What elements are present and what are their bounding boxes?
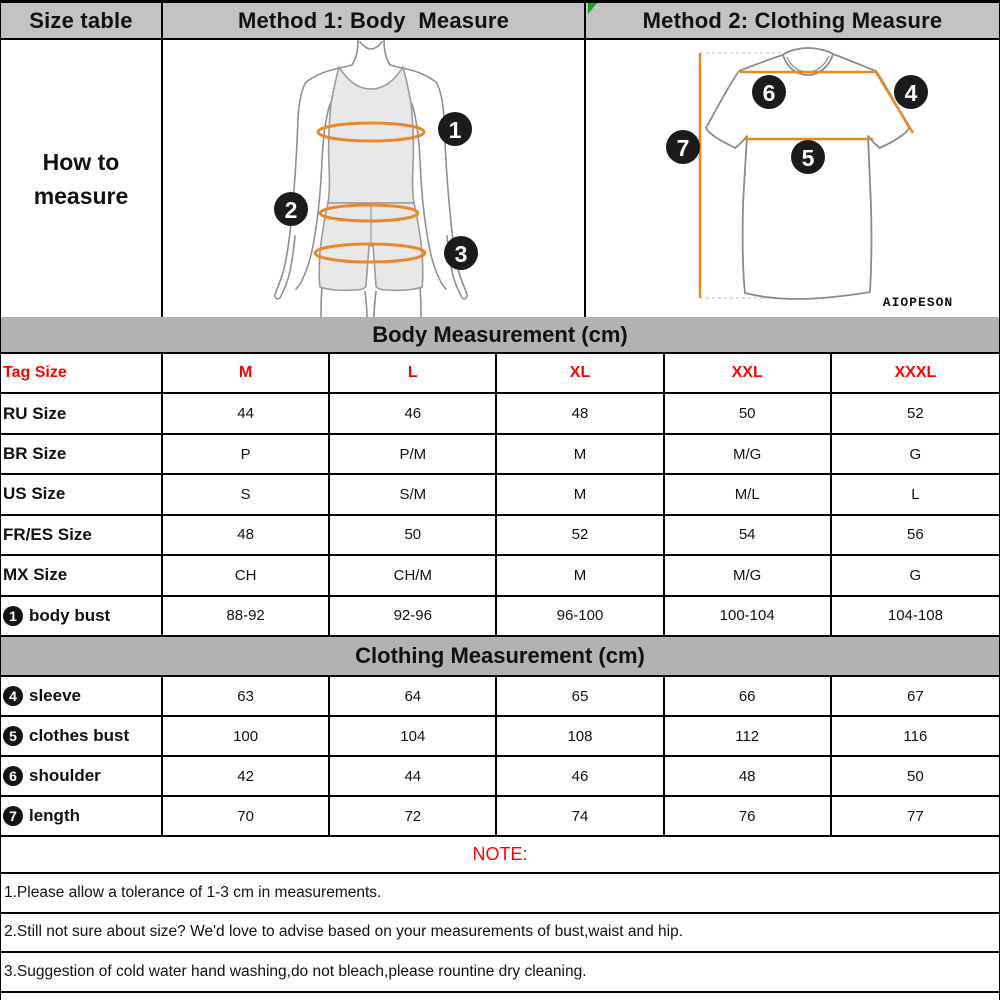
cell-value: 54 (665, 516, 832, 556)
tag-size-label: Tag Size (1, 354, 163, 394)
top-header-row (1, 0, 999, 40)
cell-value: 116 (832, 717, 999, 757)
svg-text:1: 1 (448, 117, 462, 143)
circled-6-icon: 6 (3, 766, 23, 786)
tshirt-figure-cell (586, 40, 999, 317)
svg-text:2: 2 (284, 197, 298, 223)
cell-value: 112 (665, 717, 832, 757)
cell-value: 108 (497, 717, 664, 757)
cell-value: 88-92 (163, 597, 330, 637)
row-label-body-bust (1, 597, 163, 637)
svg-text:7: 7 (676, 135, 690, 161)
row-label-br-size: BR Size (1, 435, 163, 475)
size-col-header: XL (497, 354, 664, 394)
cell-value: 48 (665, 757, 832, 797)
cell-value: 100 (163, 717, 330, 757)
cell-value: 74 (497, 797, 664, 837)
circled-4-icon: 4 (3, 686, 23, 706)
body-figure-cell (163, 40, 586, 317)
size-col-header: XXXL (832, 354, 999, 394)
note-item-2: 2.Still not sure about size? We'd love to advise based on your measurements of bust,waist and hip. (1, 914, 999, 954)
cell-value: 64 (330, 677, 497, 717)
circled-1-icon: 1 (3, 606, 23, 626)
note-item-1: 1.Please allow a tolerance of 1-3 cm in measurements. (1, 874, 999, 914)
cell-value: 44 (330, 757, 497, 797)
legs-outline (321, 288, 421, 317)
row-label-shoulder (1, 757, 163, 797)
marker-5-icon (791, 140, 825, 174)
cell-value: 44 (163, 394, 330, 434)
row-label-fres-size: FR/ES Size (1, 516, 163, 556)
size-col-header: M (163, 354, 330, 394)
cell-value: 48 (163, 516, 330, 556)
cell-value: CH/M (330, 556, 497, 596)
row-label-text: length (29, 806, 80, 825)
body-measure-figure (163, 40, 586, 317)
cell-value: 77 (832, 797, 999, 837)
cell-value: M (497, 435, 664, 475)
cell-value: M (497, 475, 664, 515)
cell-value: 42 (163, 757, 330, 797)
row-label-text: body bust (29, 605, 111, 625)
cell-value: 92-96 (330, 597, 497, 637)
cell-value: 67 (832, 677, 999, 717)
size-col-header: XXL (665, 354, 832, 394)
cell-value: P/M (330, 435, 497, 475)
cell-value: M/G (665, 435, 832, 475)
cell-value: M/G (665, 556, 832, 596)
row-label-clothes-bust (1, 717, 163, 757)
green-corner-marker-icon (588, 3, 597, 14)
cell-value: G (832, 435, 999, 475)
row-label-mx-size: MX Size (1, 556, 163, 596)
cell-value: L (832, 475, 999, 515)
clothing-measurement-table (1, 677, 999, 837)
cell-value: 63 (163, 677, 330, 717)
body-measurement-table (1, 354, 999, 637)
row-label-ru-size: RU Size (1, 394, 163, 434)
row-label-sleeve (1, 677, 163, 717)
cell-value: 72 (330, 797, 497, 837)
cell-value: 65 (497, 677, 664, 717)
figure-row (1, 40, 999, 317)
marker-4-icon (894, 75, 928, 109)
cell-value: M (497, 556, 664, 596)
marker-1-icon (438, 112, 472, 146)
svg-text:5: 5 (801, 145, 815, 171)
section-title-body-measurement: Body Measurement (cm) (1, 317, 999, 354)
circled-5-icon: 5 (3, 726, 23, 746)
how-to-measure-line1: How to (42, 148, 120, 175)
cell-value: 50 (330, 516, 497, 556)
note-item-3: 3.Suggestion of cold water hand washing,do not bleach,please rountine dry cleaning. (1, 953, 999, 993)
marker-7-icon (666, 130, 700, 164)
cell-value: 52 (832, 394, 999, 434)
how-to-measure-label (1, 40, 163, 317)
cell-value: S/M (330, 475, 497, 515)
cell-value: 56 (832, 516, 999, 556)
marker-6-icon (752, 75, 786, 109)
marker-3-icon (444, 236, 478, 270)
cell-value: 52 (497, 516, 664, 556)
cell-value: 46 (330, 394, 497, 434)
cell-value: 70 (163, 797, 330, 837)
how-to-measure-line2: measure (33, 182, 129, 209)
cell-value: 104-108 (832, 597, 999, 637)
row-label-text: shoulder (29, 766, 101, 785)
cell-value: 104 (330, 717, 497, 757)
header-method2: Method 2: Clothing Measure (642, 7, 943, 33)
cell-value: S (163, 475, 330, 515)
cell-value: 50 (665, 394, 832, 434)
circled-7-icon: 7 (3, 806, 23, 826)
row-label-us-size: US Size (1, 475, 163, 515)
tank-top-shape (328, 67, 414, 203)
section-title-clothing-measurement: Clothing Measurement (cm) (1, 637, 999, 677)
cell-value: 66 (665, 677, 832, 717)
cell-value: 100-104 (665, 597, 832, 637)
cell-value: CH (163, 556, 330, 596)
svg-text:4: 4 (904, 80, 918, 106)
header-size-table: Size table (1, 3, 163, 38)
cell-value: 46 (497, 757, 664, 797)
cell-value: 48 (497, 394, 664, 434)
size-col-header: L (330, 354, 497, 394)
cell-value: G (832, 556, 999, 596)
svg-text:3: 3 (454, 241, 468, 267)
note-title: NOTE: (1, 837, 999, 874)
row-label-text: clothes bust (29, 726, 130, 745)
cell-value: P (163, 435, 330, 475)
brand-text: AIOPESON (882, 295, 954, 310)
clothing-measure-figure (586, 40, 999, 317)
row-label-length (1, 797, 163, 837)
cell-value: 50 (832, 757, 999, 797)
cell-value: 96-100 (497, 597, 664, 637)
cell-value: M/L (665, 475, 832, 515)
row-label-text: sleeve (29, 686, 81, 705)
header-method1: Method 1: Body Measure (163, 3, 586, 38)
svg-text:6: 6 (762, 80, 776, 106)
cell-value: 76 (665, 797, 832, 837)
marker-2-icon (274, 192, 308, 226)
